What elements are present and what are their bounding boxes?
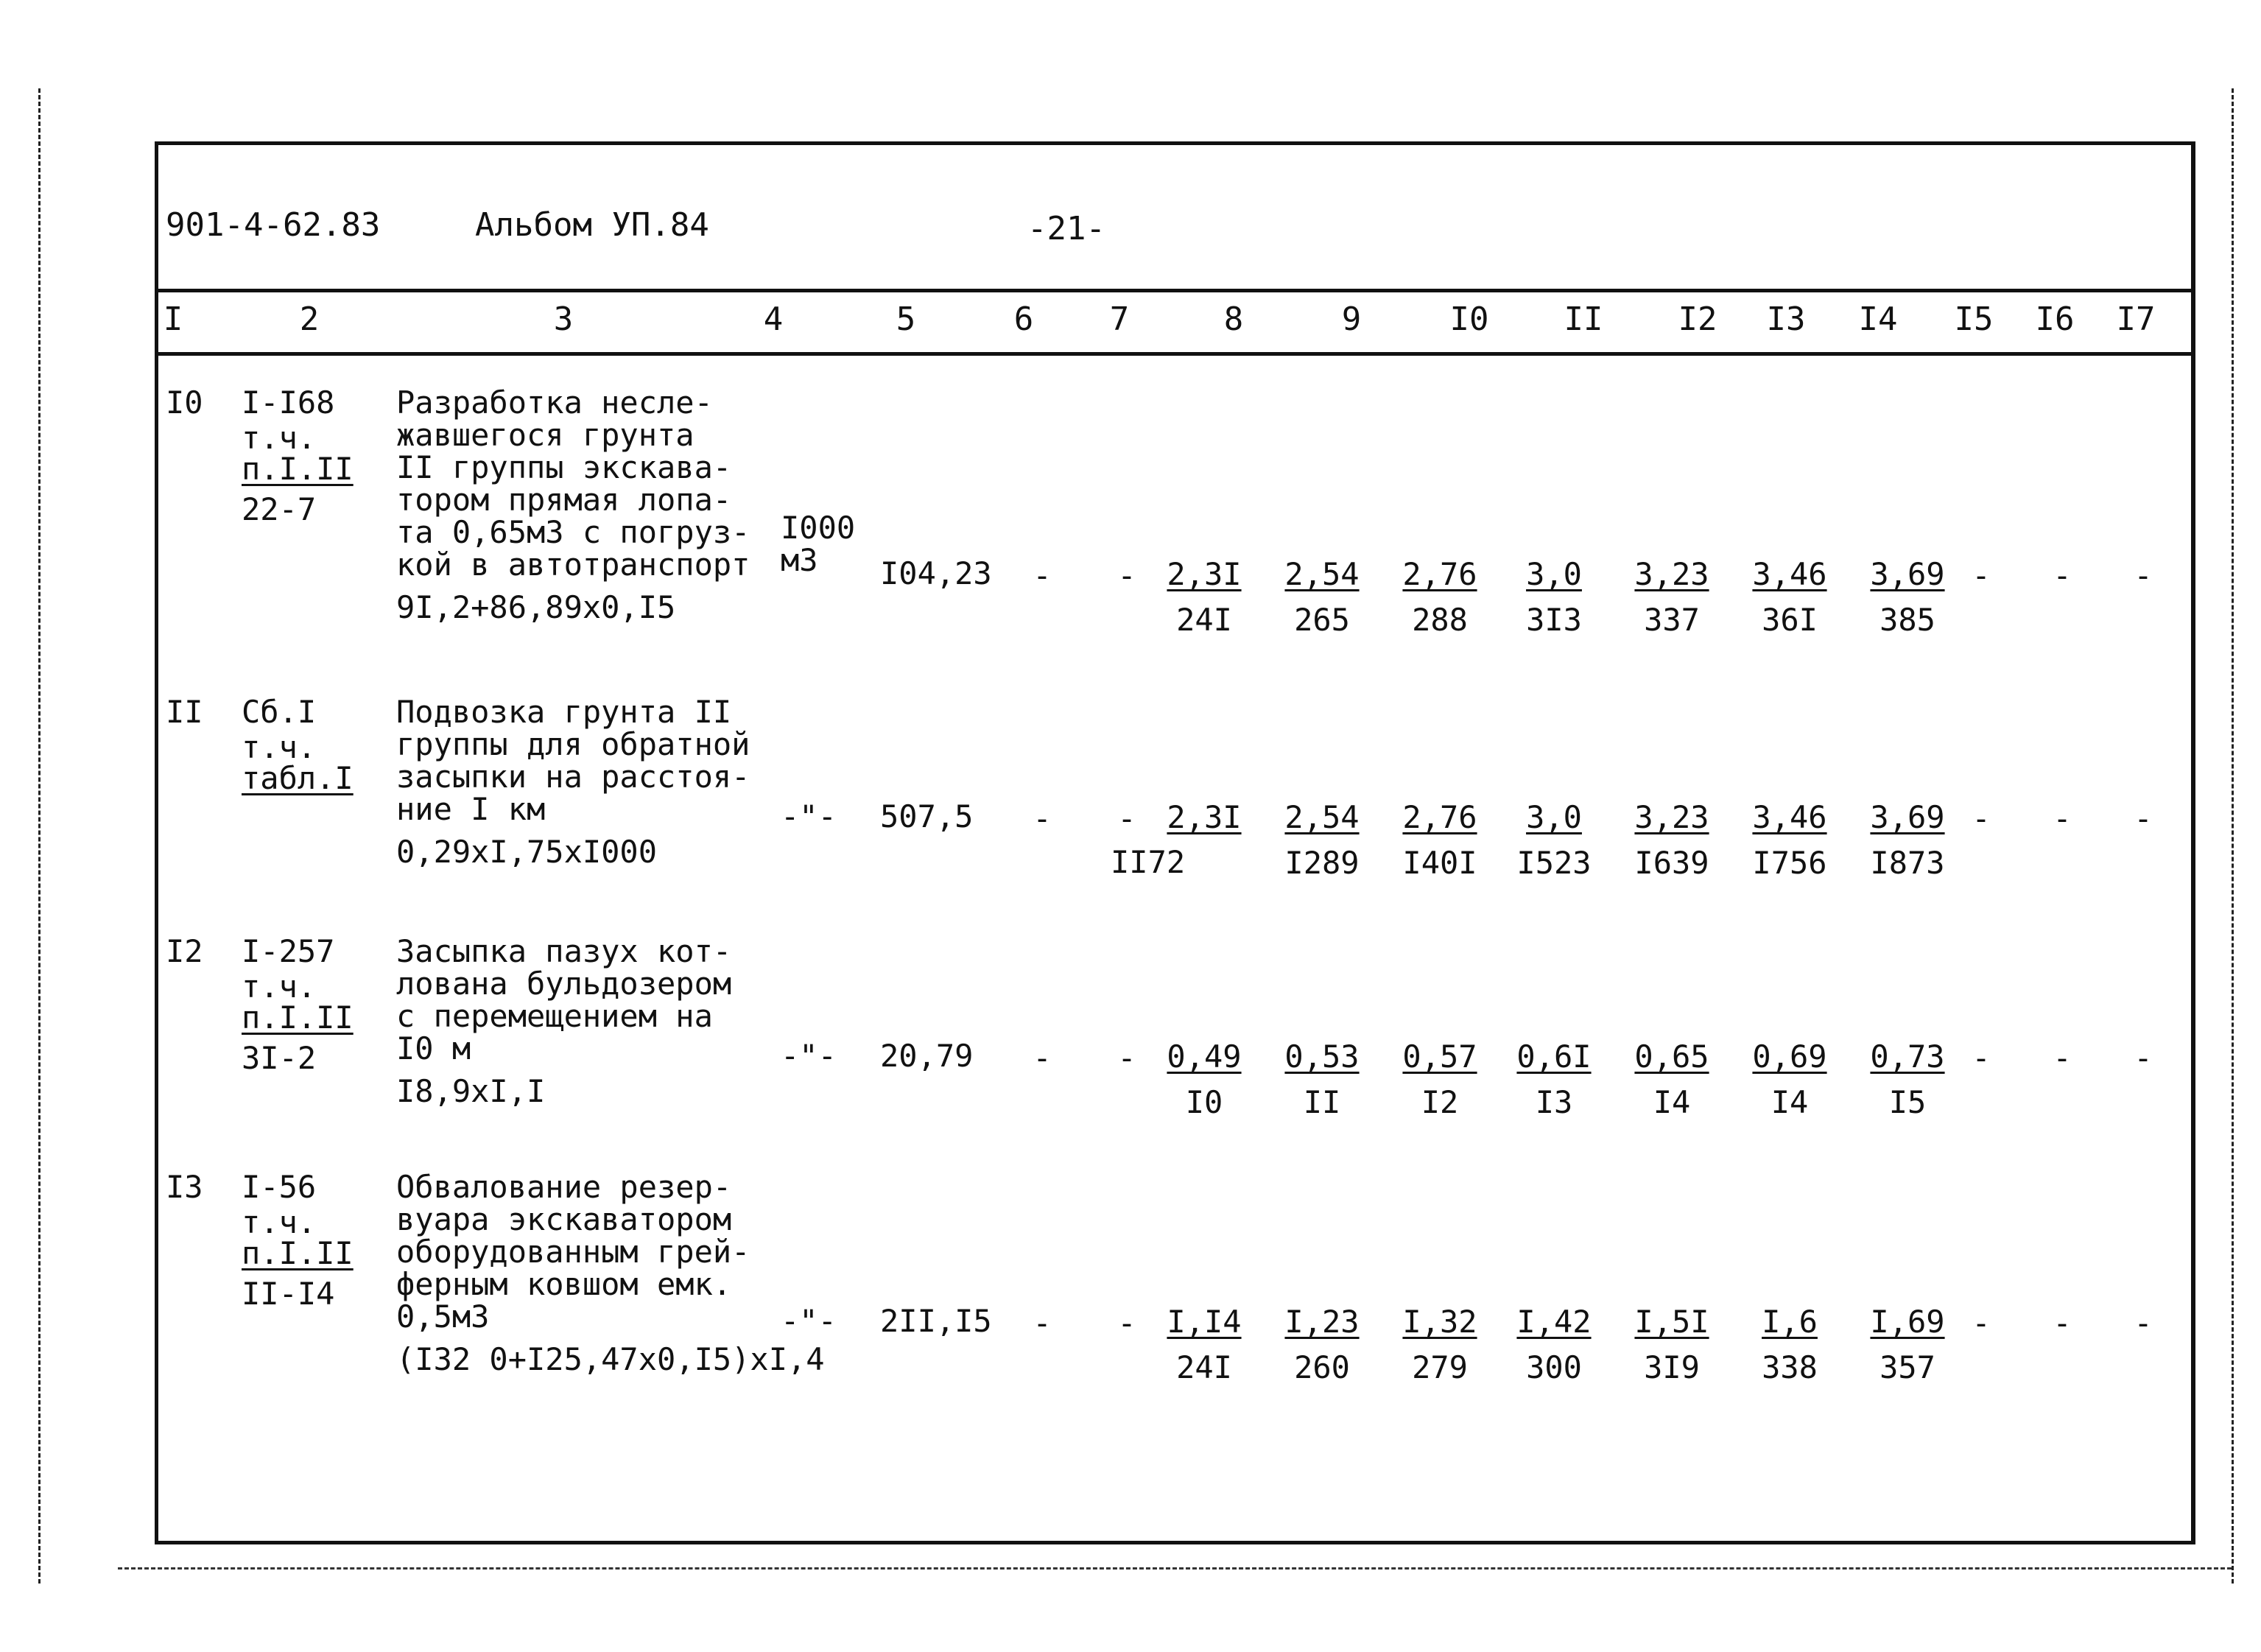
reference-line: т.ч. <box>242 1204 317 1240</box>
total-cost: 300 <box>1526 1349 1582 1385</box>
unit-price: 3,23 <box>1634 799 1709 835</box>
price-fraction <box>1160 552 1248 643</box>
col6-dash: - <box>1033 1305 1052 1341</box>
total-cost: 24I <box>1176 1349 1232 1385</box>
empty-column-dash: - <box>2134 1305 2153 1341</box>
total-cost: 24I <box>1176 602 1232 638</box>
price-fraction <box>1396 552 1484 643</box>
unit-price: 2,54 <box>1284 799 1360 835</box>
empty-column-dash: - <box>1972 558 1991 594</box>
price-fraction <box>1396 1299 1484 1391</box>
empty-column-dash: - <box>2134 1040 2153 1076</box>
row-number: I2 <box>166 933 203 969</box>
col7-dash: - <box>1117 1040 1136 1076</box>
reference-line: т.ч. <box>242 729 317 765</box>
reference-line: I-56 <box>242 1169 317 1205</box>
total-cost: 279 <box>1412 1349 1468 1385</box>
unit-price: 3,0 <box>1526 799 1582 835</box>
reference-line: 22-7 <box>242 491 317 527</box>
quantity-value: I04,23 <box>880 555 992 591</box>
unit-price: 2,3I <box>1167 799 1242 835</box>
reference-line: п.I.II <box>242 451 354 487</box>
total-cost: 385 <box>1880 602 1935 638</box>
row-number: II <box>166 694 203 730</box>
empty-column-dash: - <box>1972 1305 1991 1341</box>
total-cost: 36I <box>1762 602 1818 638</box>
price-fraction <box>1396 1034 1484 1125</box>
price-fraction <box>1863 1299 1952 1391</box>
calc-formula: I8,9xI,I <box>396 1073 546 1109</box>
price-fraction <box>1160 1299 1248 1391</box>
price-fraction <box>1863 1034 1952 1125</box>
empty-column-dash: - <box>2053 558 2072 594</box>
unit-price: 0,6I <box>1516 1038 1592 1075</box>
unit-price: 3,46 <box>1752 556 1827 592</box>
column-number: II <box>1564 300 1603 338</box>
reference-line: т.ч. <box>242 420 317 456</box>
column-number: 9 <box>1341 300 1362 338</box>
total-cost: I4 <box>1771 1084 1809 1120</box>
price-fraction <box>1628 1034 1716 1125</box>
reference-line: Сб.I <box>242 694 317 730</box>
price-fraction <box>1160 1034 1248 1125</box>
total-cost: I5 <box>1888 1084 1927 1120</box>
col6-dash: - <box>1033 801 1052 837</box>
calc-formula: (I32 0+I25,47x0,I5)xI,4 <box>396 1341 825 1377</box>
price-fraction <box>1510 1034 1598 1125</box>
total-cost: I4 <box>1653 1084 1691 1120</box>
column-number: I2 <box>1678 300 1717 338</box>
unit-price: 3,46 <box>1752 799 1827 835</box>
price-fraction <box>1745 1299 1834 1391</box>
price-fraction <box>1745 1034 1834 1125</box>
unit-price: 3,23 <box>1634 556 1709 592</box>
col6-dash: - <box>1033 1040 1052 1076</box>
total-cost: 338 <box>1762 1349 1818 1385</box>
unit-price: I,69 <box>1870 1304 1945 1340</box>
price-fraction <box>1628 552 1716 643</box>
price-fraction <box>1278 552 1366 643</box>
price-fraction <box>1863 795 1952 886</box>
total-cost: I40I <box>1402 845 1477 881</box>
price-fraction <box>1628 1299 1716 1391</box>
price-fraction <box>1745 795 1834 886</box>
unit-price: 2,3I <box>1167 556 1242 592</box>
album-label: Альбом УП.84 <box>475 206 709 244</box>
total-cost: II <box>1303 1084 1341 1120</box>
empty-column-dash: - <box>2053 1305 2072 1341</box>
unit-price: I,6 <box>1762 1304 1818 1340</box>
header-rule-top <box>155 289 2192 292</box>
column-number: I7 <box>2116 300 2156 338</box>
unit-line: -"- <box>781 798 837 834</box>
reference-line: т.ч. <box>242 969 317 1005</box>
unit-price: 0,73 <box>1870 1038 1945 1075</box>
unit-price: 2,54 <box>1284 556 1360 592</box>
work-description: Обвалование резер- вуара экскаватором оборудованным грей- ферным ковшом емк. 0,5м3 <box>396 1169 750 1335</box>
calc-formula: 0,29xI,75xI000 <box>396 834 658 870</box>
quantity-value: 507,5 <box>880 798 974 834</box>
total-cost: 3I3 <box>1526 602 1582 638</box>
work-description: Засыпка пазух кот- лована бульдозером с перемещением на I0 м <box>396 933 732 1066</box>
price-fraction <box>1160 795 1248 840</box>
header-rule-bottom <box>155 352 2192 356</box>
price-fraction <box>1278 1299 1366 1391</box>
total-cost: 265 <box>1294 602 1350 638</box>
column-number: 4 <box>763 300 784 338</box>
reference-line: 3I-2 <box>242 1040 317 1076</box>
total-cost: 288 <box>1412 602 1468 638</box>
left-margin-line <box>38 88 43 1584</box>
unit-price: 3,69 <box>1870 556 1945 592</box>
unit-price: 2,76 <box>1402 799 1477 835</box>
total-cost: I639 <box>1634 845 1709 881</box>
unit-line: -"- <box>781 1303 837 1339</box>
price-fraction <box>1510 795 1598 886</box>
unit-price: 3,69 <box>1870 799 1945 835</box>
total-cost: I0 <box>1185 1084 1223 1120</box>
reference-line: I-257 <box>242 933 335 969</box>
total-cost: I289 <box>1284 845 1360 881</box>
calc-formula: 9I,2+86,89x0,I5 <box>396 589 676 625</box>
empty-column-dash: - <box>2134 801 2153 837</box>
unit-price: I,23 <box>1284 1304 1360 1340</box>
quantity-value: 20,79 <box>880 1038 974 1074</box>
column-number: I <box>163 300 183 338</box>
price-fraction <box>1510 552 1598 643</box>
column-number: I3 <box>1766 300 1806 338</box>
total-cost: I873 <box>1870 845 1945 881</box>
unit-price: 0,65 <box>1634 1038 1709 1075</box>
column-number: I5 <box>1954 300 1994 338</box>
unit-line: -"- <box>781 1038 837 1074</box>
col7-dash: - <box>1117 558 1136 594</box>
total-cost: 337 <box>1644 602 1700 638</box>
right-margin-line <box>2232 88 2236 1584</box>
reference-line: п.I.II <box>242 999 354 1036</box>
col7-dash: - <box>1117 1305 1136 1341</box>
unit-line: I000 <box>781 510 856 546</box>
total-cost: 3I9 <box>1644 1349 1700 1385</box>
price-fraction <box>1863 552 1952 643</box>
page-number: -21- <box>1027 210 1105 247</box>
unit-price: 0,49 <box>1167 1038 1242 1075</box>
empty-column-dash: - <box>2134 558 2153 594</box>
work-description: Подвозка грунта II группы для обратной засыпки на расстоя- ние I км <box>396 694 750 827</box>
total-cost: 357 <box>1880 1349 1935 1385</box>
total-cost: I3 <box>1535 1084 1573 1120</box>
total-cost: I523 <box>1516 845 1592 881</box>
column-number: 5 <box>896 300 916 338</box>
unit-price: I,5I <box>1634 1304 1709 1340</box>
price-fraction <box>1278 795 1366 886</box>
work-description: Разработка несле- жавшегося грунта II группы экскава- тором прямая лопа- та 0,65м3 с погруз- кой в автотранспорт <box>396 384 750 583</box>
reference-line: I-I68 <box>242 384 335 421</box>
price-fraction <box>1745 552 1834 643</box>
total-cost: I2 <box>1421 1084 1459 1120</box>
unit-price: 0,57 <box>1402 1038 1477 1075</box>
column-number: 2 <box>299 300 320 338</box>
document-code: 901-4-62.83 <box>166 206 381 244</box>
empty-column-dash: - <box>2053 801 2072 837</box>
total-cost: I756 <box>1752 845 1827 881</box>
unit-price: 2,76 <box>1402 556 1477 592</box>
unit-price: 0,53 <box>1284 1038 1360 1075</box>
unit-price: I,42 <box>1516 1304 1592 1340</box>
reference-line: II-I4 <box>242 1276 335 1312</box>
column-number: I6 <box>2035 300 2075 338</box>
col7-dash: - <box>1117 801 1136 837</box>
price-fraction <box>1510 1299 1598 1391</box>
reference-line: табл.I <box>242 760 354 796</box>
column-number: I4 <box>1858 300 1898 338</box>
bottom-margin-line <box>118 1567 2232 1570</box>
col7-total: II72 <box>1111 844 1186 880</box>
column-number: 3 <box>553 300 574 338</box>
unit-price: 0,69 <box>1752 1038 1827 1075</box>
price-fraction <box>1396 795 1484 886</box>
empty-column-dash: - <box>2053 1040 2072 1076</box>
unit-line: м3 <box>781 542 818 578</box>
price-fraction <box>1628 795 1716 886</box>
column-number: 8 <box>1223 300 1244 338</box>
unit-price: I,I4 <box>1167 1304 1242 1340</box>
empty-column-dash: - <box>1972 1040 1991 1076</box>
unit-price: 3,0 <box>1526 556 1582 592</box>
col6-dash: - <box>1033 558 1052 594</box>
total-cost: 260 <box>1294 1349 1350 1385</box>
column-number: 6 <box>1013 300 1034 338</box>
column-number: 7 <box>1109 300 1130 338</box>
column-number: I0 <box>1449 300 1489 338</box>
row-number: I3 <box>166 1169 203 1205</box>
reference-line: п.I.II <box>242 1235 354 1271</box>
empty-column-dash: - <box>1972 801 1991 837</box>
unit-price: I,32 <box>1402 1304 1477 1340</box>
row-number: I0 <box>166 384 203 421</box>
price-fraction <box>1278 1034 1366 1125</box>
quantity-value: 2II,I5 <box>880 1303 992 1339</box>
